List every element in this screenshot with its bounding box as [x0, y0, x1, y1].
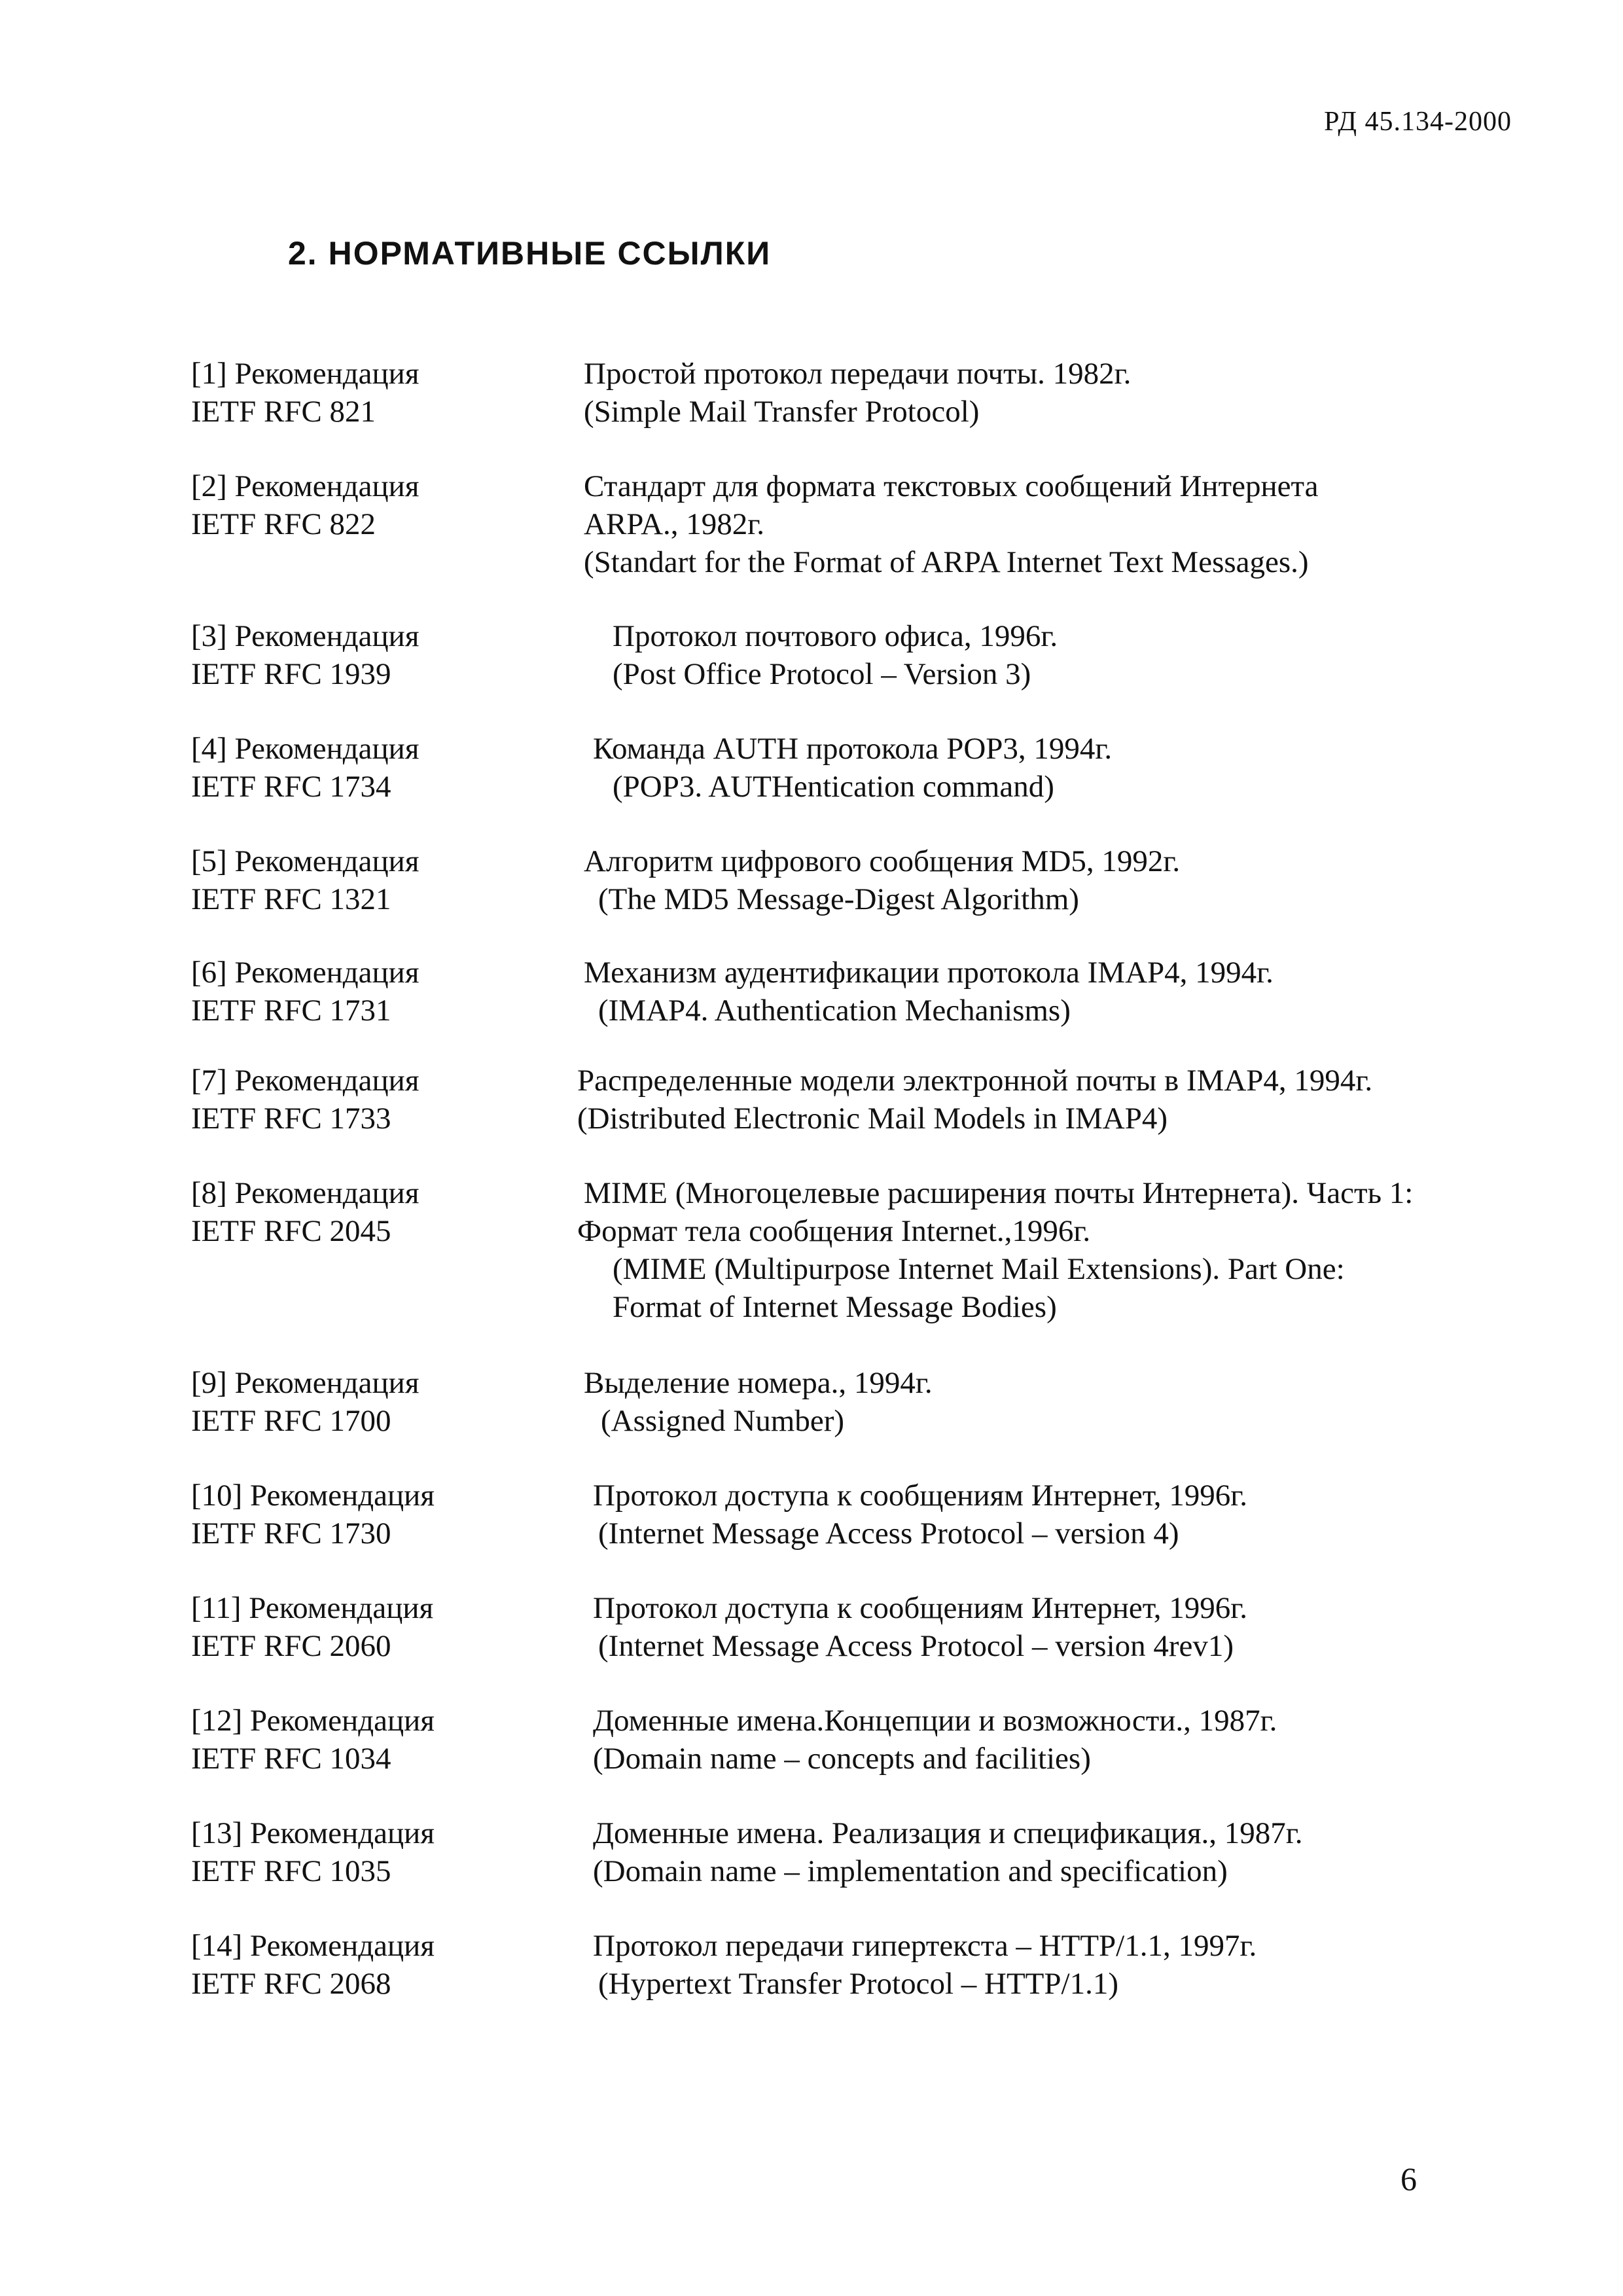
reference-number: [4] Рекомендация: [191, 732, 419, 766]
reference-description: [584, 730, 1112, 806]
reference-title-en: Format of Internet Message Bodies): [613, 1290, 1057, 1324]
reference-id: [191, 1589, 433, 1665]
reference-title-ru: Распределенные модели электронной почты в IMAP4, 1994г.: [577, 1064, 1373, 1098]
reference-standard: IETF RFC 822: [191, 507, 376, 541]
reference-standard: IETF RFC 1700: [191, 1404, 391, 1438]
reference-id: [191, 1702, 435, 1778]
reference-title-ru: MIME (Многоцелевые расширения почты Интернета). Часть 1:: [584, 1176, 1414, 1210]
reference-number: [2] Рекомендация: [191, 469, 419, 503]
reference-description: [584, 954, 1274, 1030]
reference-title-en: (Simple Mail Transfer Protocol): [584, 395, 980, 429]
reference-description: [577, 1174, 1414, 1326]
reference-description: [584, 1814, 1303, 1890]
reference-title-en: (Distributed Electronic Mail Models in IMAP4): [577, 1102, 1168, 1136]
reference-title-ru: Доменные имена.Концепции и возможности., 1987г.: [593, 1704, 1277, 1738]
reference-title-en: (IMAP4. Authentication Mechanisms): [598, 994, 1071, 1028]
reference-standard: IETF RFC 1730: [191, 1516, 391, 1551]
reference-title-ru: Формат тела сообщения Internet.,1996г.: [577, 1214, 1091, 1248]
reference-description: [584, 1702, 1277, 1778]
reference-title-en: (Post Office Protocol – Version 3): [613, 657, 1031, 691]
reference-title-ru: ARPA., 1982г.: [584, 507, 765, 541]
reference-id: [191, 1174, 419, 1250]
reference-title-ru: Команда AUTH протокола POP3, 1994г.: [593, 732, 1113, 766]
reference-standard: IETF RFC 1035: [191, 1854, 391, 1888]
reference-title-en: (Assigned Number): [601, 1404, 845, 1438]
reference-number: [11] Рекомендация: [191, 1591, 434, 1625]
section-title: 2. НОРМАТИВНЫЕ ССЫЛКИ: [288, 235, 772, 272]
reference-number: [12] Рекомендация: [191, 1704, 435, 1738]
reference-number: [1] Рекомендация: [191, 357, 419, 391]
reference-title-ru: Протокол почтового офиса, 1996г.: [613, 619, 1058, 653]
reference-title-en: (The MD5 Message-Digest Algorithm): [598, 882, 1079, 916]
reference-title-ru: Выделение номера., 1994г.: [584, 1366, 933, 1400]
reference-id: [191, 1927, 435, 2003]
reference-title-en: (Hypertext Transfer Protocol – HTTP/1.1): [598, 1967, 1118, 2001]
reference-standard: IETF RFC 1733: [191, 1102, 391, 1136]
reference-id: [191, 1814, 435, 1890]
reference-number: [5] Рекомендация: [191, 844, 419, 878]
reference-id: [191, 1477, 435, 1552]
reference-title-ru: Простой протокол передачи почты. 1982г.: [584, 357, 1132, 391]
reference-id: [191, 617, 419, 693]
reference-title-ru: Доменные имена. Реализация и спецификация., 1987г.: [593, 1816, 1303, 1850]
reference-standard: IETF RFC 1034: [191, 1742, 391, 1776]
reference-id: [191, 730, 419, 806]
reference-description: [584, 1927, 1257, 2003]
reference-id: [191, 842, 419, 918]
document-code: РД 45.134-2000: [1324, 107, 1512, 137]
reference-title-en: (Domain name – concepts and facilities): [593, 1742, 1091, 1776]
reference-title-en: (Internet Message Access Protocol – version 4rev1): [598, 1629, 1234, 1663]
reference-standard: IETF RFC 1939: [191, 657, 391, 691]
reference-standard: IETF RFC 821: [191, 395, 376, 429]
reference-id: [191, 355, 419, 431]
reference-id: [191, 1062, 419, 1138]
reference-description: [584, 1589, 1247, 1665]
reference-standard: IETF RFC 1321: [191, 882, 391, 916]
reference-standard: IETF RFC 1734: [191, 770, 391, 804]
reference-id: [191, 467, 419, 543]
reference-number: [6] Рекомендация: [191, 956, 419, 990]
reference-number: [10] Рекомендация: [191, 1479, 435, 1513]
reference-number: [14] Рекомендация: [191, 1929, 435, 1963]
reference-title-en: (POP3. AUTHentication command): [613, 770, 1054, 804]
reference-description: [584, 467, 1318, 581]
reference-title-ru: Стандарт для формата текстовых сообщений Интернета: [584, 469, 1319, 503]
reference-standard: IETF RFC 2045: [191, 1214, 391, 1248]
reference-description: [584, 1364, 933, 1440]
reference-title-en: (Internet Message Access Protocol – version 4): [598, 1516, 1179, 1551]
reference-title-ru: Протокол передачи гипертекста – HTTP/1.1, 1997г.: [593, 1929, 1257, 1963]
reference-id: [191, 954, 419, 1030]
reference-title-ru: Механизм аудентификации протокола IMAP4, 1994г.: [584, 956, 1274, 990]
reference-number: [3] Рекомендация: [191, 619, 419, 653]
reference-number: [8] Рекомендация: [191, 1176, 419, 1210]
reference-description: [584, 355, 1131, 431]
reference-number: [13] Рекомендация: [191, 1816, 435, 1850]
reference-title-ru: Протокол доступа к сообщениям Интернет, 1996г.: [593, 1591, 1247, 1625]
page-number: 6: [1400, 2161, 1417, 2197]
reference-standard: IETF RFC 1731: [191, 994, 391, 1028]
reference-id: [191, 1364, 419, 1440]
reference-title-ru: Алгоритм цифрового сообщения MD5, 1992г.: [584, 844, 1181, 878]
reference-number: [9] Рекомендация: [191, 1366, 419, 1400]
reference-standard: IETF RFC 2060: [191, 1629, 391, 1663]
reference-number: [7] Рекомендация: [191, 1064, 419, 1098]
reference-description: [584, 842, 1180, 918]
reference-title-en: (Standart for the Format of ARPA Internet Text Messages.): [584, 545, 1309, 579]
reference-title-ru: Протокол доступа к сообщениям Интернет, 1996г.: [593, 1479, 1247, 1513]
reference-description: [577, 1062, 1373, 1138]
reference-standard: IETF RFC 2068: [191, 1967, 391, 2001]
reference-title-en: (MIME (Multipurpose Internet Mail Extensions). Part One:: [613, 1252, 1345, 1286]
reference-description: [584, 1477, 1247, 1552]
reference-description: [584, 617, 1058, 693]
reference-title-en: (Domain name – implementation and specification): [593, 1854, 1228, 1888]
